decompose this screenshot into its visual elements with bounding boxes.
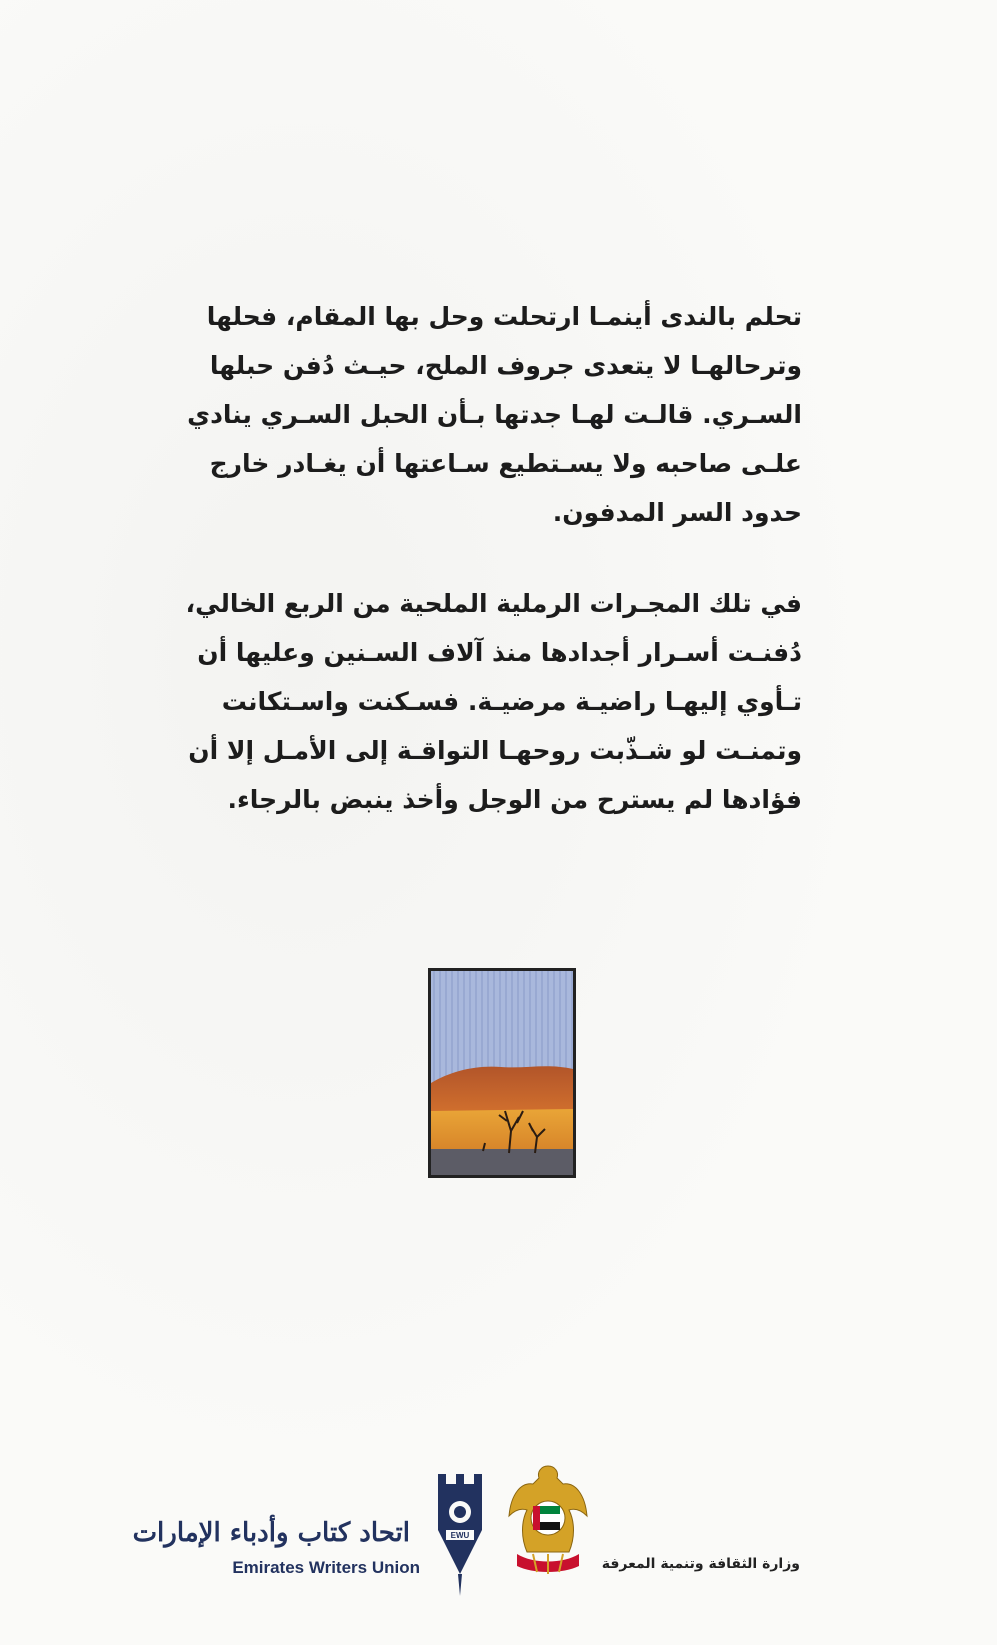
ministry-name: وزارة الثقافة وتنمية المعرفة	[601, 1556, 800, 1572]
blurb-line: السـري. قالـت لهـا جدتها بـأن الحبل السـري ينادي	[187, 400, 802, 429]
desert-scene-illustration	[431, 971, 573, 1175]
pen-nib-icon	[432, 1470, 488, 1600]
blurb-line: فؤادها لم يسترح من الوجل وأخذ ينبض بالرجاء.	[227, 785, 802, 814]
blurb-paragraph-2	[185, 579, 802, 824]
emirates-writers-union-logo	[132, 1470, 490, 1580]
blurb-line: وترحالهـا لا يتعدى جروف الملح، حيـث دُفن حبلها	[209, 351, 802, 380]
ewu-arabic-name: اتحاد كتاب وأدباء الإمارات	[132, 1518, 410, 1548]
ground	[431, 1109, 573, 1149]
publisher-logos	[132, 1460, 820, 1610]
blurb-line: تحلم بالندى أينمـا ارتحلت وحل بها المقام، فحلها	[206, 302, 802, 331]
blurb-line: تـأوي إليهـا راضيـة مرضيـة. فسـكنت واسـتكانت	[221, 687, 802, 716]
blurb-line: دُفنـت أسـرار أجدادها منذ آلاف السـنين وعليها أن	[197, 638, 802, 667]
blurb-line: وتمنـت لو شـذّبت روحهـا التواقـة إلى الأمـل إلا أن	[188, 736, 802, 765]
cover-thumbnail-image	[428, 968, 576, 1178]
blurb-line: في تلك المجـرات الرملية الملحية من الربع الخالي،	[185, 589, 802, 618]
uae-emblem-falcon-icon	[503, 1460, 593, 1580]
ewu-english-name: Emirates Writers Union	[232, 1558, 420, 1577]
svg-text:EWU: EWU	[450, 1531, 470, 1540]
blurb-line: حدود السر المدفون.	[552, 498, 802, 527]
salt-flat	[431, 1149, 573, 1175]
blurb-line: علـى صاحبه ولا يسـتطيع سـاعتها أن يغـادر خارج	[209, 449, 802, 478]
blurb-paragraph-1	[187, 292, 802, 537]
